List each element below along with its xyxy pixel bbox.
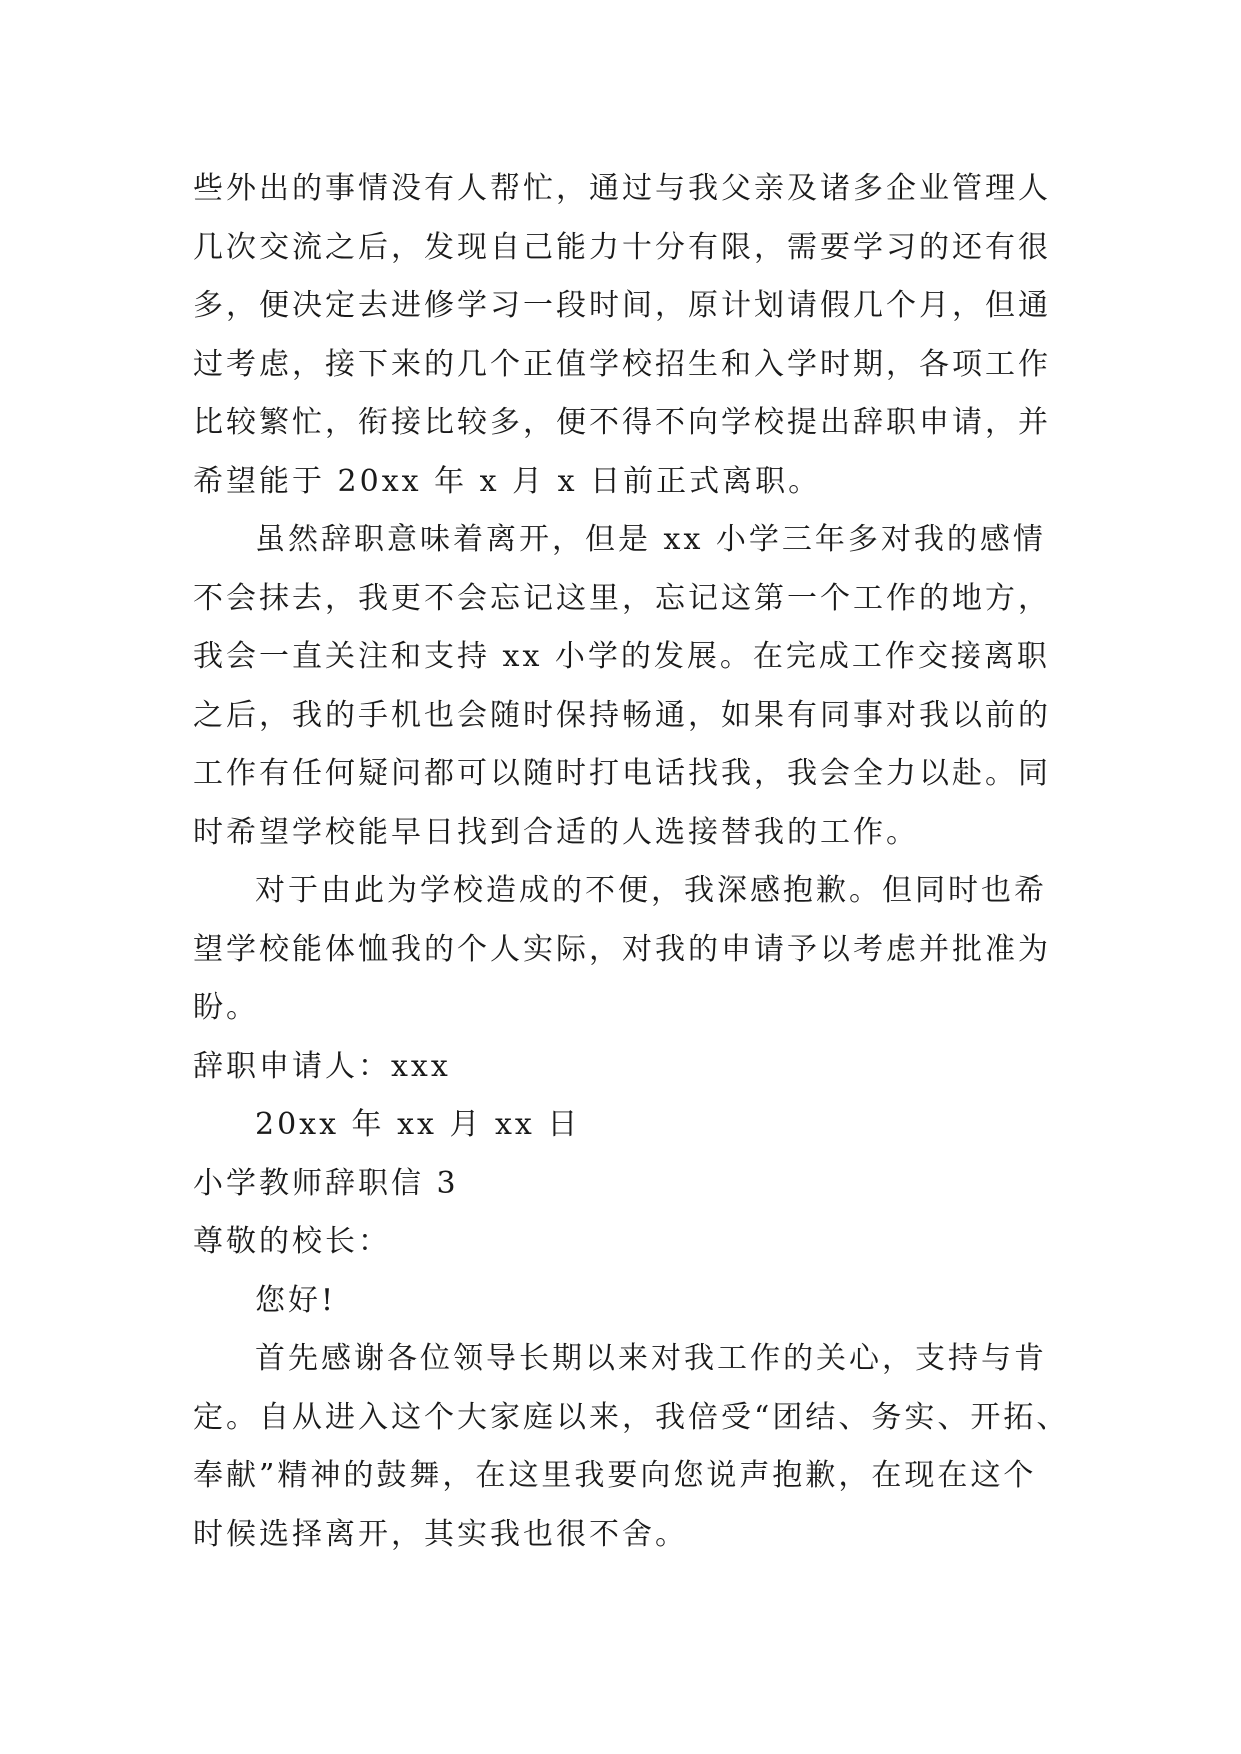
paragraph-4-line-3: 奉献”精神的鼓舞，在这里我要向您说声抱歉，在现在这个 [193, 1458, 1037, 1493]
date-line: 20xx 年 xx 月 xx 日 [255, 1107, 581, 1142]
paragraph-2-line-2: 不会抹去，我更不会忘记这里，忘记这第一个工作的地方， [193, 580, 1051, 616]
paragraph-4-line-4: 时候选择离开，其实我也很不舍。 [193, 1516, 688, 1552]
signature-line: 辞职申请人：xxx [193, 1048, 451, 1084]
paragraph-1-line-2: 几次交流之后，发现自己能力十分有限，需要学习的还有很 [193, 229, 1051, 265]
paragraph-1-line-1: 些外出的事情没有人帮忙，通过与我父亲及诸多企业管理人 [193, 171, 1051, 206]
paragraph-1-line-6: 希望能于 20xx 年 x 月 x 日前正式离职。 [193, 463, 822, 499]
paragraph-3-line-2: 望学校能体恤我的个人实际，对我的申请予以考虑并批准为 [193, 931, 1051, 967]
paragraph-2-line-5: 工作有任何疑问都可以随时打电话找我，我会全力以赴。同 [193, 756, 1051, 791]
paragraph-2-line-6: 时希望学校能早日找到合适的人选接替我的工作。 [193, 814, 919, 850]
letter-body [193, 160, 1073, 1564]
paragraph-4-line-1: 首先感谢各位领导长期以来对我工作的关心，支持与肯 [255, 1341, 1047, 1376]
paragraph-4-line-2: 定。自从进入这个大家庭以来，我倍受“团结、务实、开拓、 [193, 1399, 1070, 1435]
greeting: 您好! [255, 1282, 337, 1318]
paragraph-3-line-3: 盼。 [193, 990, 259, 1025]
paragraph-2-line-3: 我会一直关注和支持 xx 小学的发展。在完成工作交接离职 [193, 639, 1050, 674]
paragraph-2-line-4: 之后，我的手机也会随时保持畅通，如果有同事对我以前的 [193, 697, 1051, 733]
salutation: 尊敬的校长： [193, 1224, 391, 1259]
paragraph-1-line-4: 过考虑，接下来的几个正值学校招生和入学时期，各项工作 [193, 346, 1051, 382]
paragraph-1-line-5: 比较繁忙，衔接比较多，便不得不向学校提出辞职申请，并 [193, 405, 1051, 440]
letter-3-title: 小学教师辞职信 3 [193, 1165, 459, 1201]
paragraph-2-line-1: 虽然辞职意味着离开，但是 xx 小学三年多对我的感情 [255, 522, 1046, 557]
paragraph-1-line-3: 多，便决定去进修学习一段时间，原计划请假几个月，但通 [193, 288, 1051, 323]
paragraph-3-line-1: 对于由此为学校造成的不便，我深感抱歉。但同时也希 [255, 873, 1047, 908]
